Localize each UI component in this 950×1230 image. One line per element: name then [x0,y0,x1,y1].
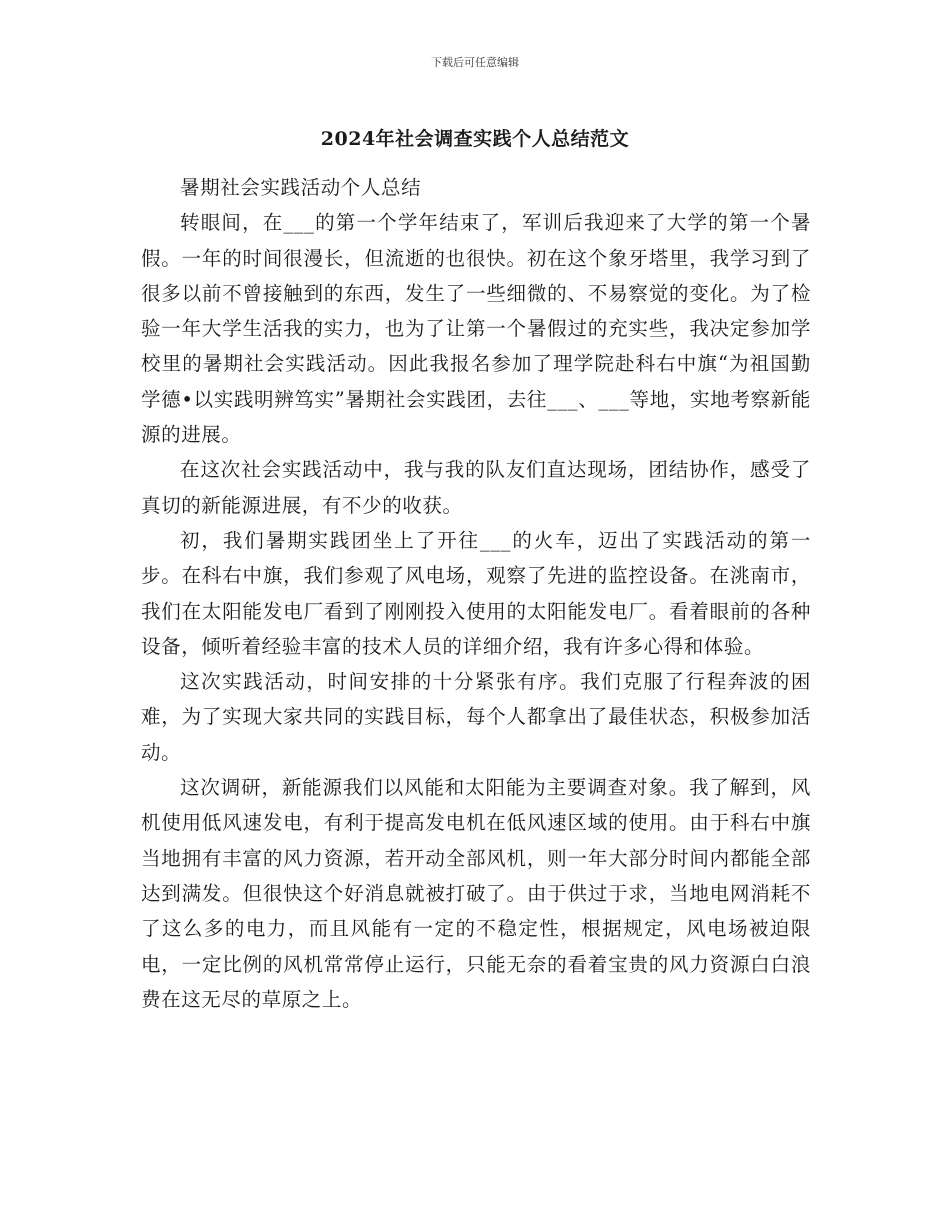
paragraph: 这次调研，新能源我们以风能和太阳能为主要调查对象。我了解到，风机使用低风速发电，有利于提高发电机在低风速区域的使用。由于科右中旗当地拥有丰富的风力资源，若开动全部风机，则一年大部分时间内都能全部达到满发。但很快这个好消息就被打破了。由于供过于求，当地电网消耗不了这么多的电力，而且风能有一定的不稳定性，根据规定，风电场被迫限电，一定比例的风机常常停止运行，只能无奈的看着宝贵的风力资源白白浪费在这无尽的草原之上。 [141,776,811,1011]
paragraph-subtitle: 暑期社会实践活动个人总结 [180,176,422,199]
document-title: 2024年社会调查实践个人总结范文 [320,128,630,150]
paragraph: 初，我们暑期实践团坐上了开往___的火车，迈出了实践活动的第一步。在科右中旗，我们参观了风电场，观察了先进的监控设备。在洮南市，我们在太阳能发电厂看到了刚刚投入使用的太阳能发电厂。看着眼前的各种设备，倾听着经验丰富的技术人员的详细介绍，我有许多心得和体验。 [141,528,811,658]
paragraph: 在这次社会实践活动中，我与我的队友们直达现场，团结协作，感受了真切的新能源进展，有不少的收获。 [141,458,811,517]
header-note: 下载后可任意编辑 [431,56,519,69]
paragraph: 这次实践活动，时间安排的十分紧张有序。我们克服了行程奔波的困难，为了实现大家共同的实践目标，每个人都拿出了最佳状态，积极参加活动。 [141,670,811,764]
document-body [141,170,811,1017]
paragraph: 转眼间，在___的第一个学年结束了，军训后我迎来了大学的第一个暑假。一年的时间很漫长，但流逝的也很快。初在这个象牙塔里，我学习到了很多以前不曾接触到的东西，发生了一些细微的、不易察觉的变化。为了检验一年大学生活我的实力，也为了让第一个暑假过的充实些，我决定参加学校里的暑期社会实践活动。因此我报名参加了理学院赴科右中旗“为祖国勤学德•以实践明辨笃实”暑期社会实践团，去往___、___等地，实地考察新能源的进展。 [141,211,811,447]
